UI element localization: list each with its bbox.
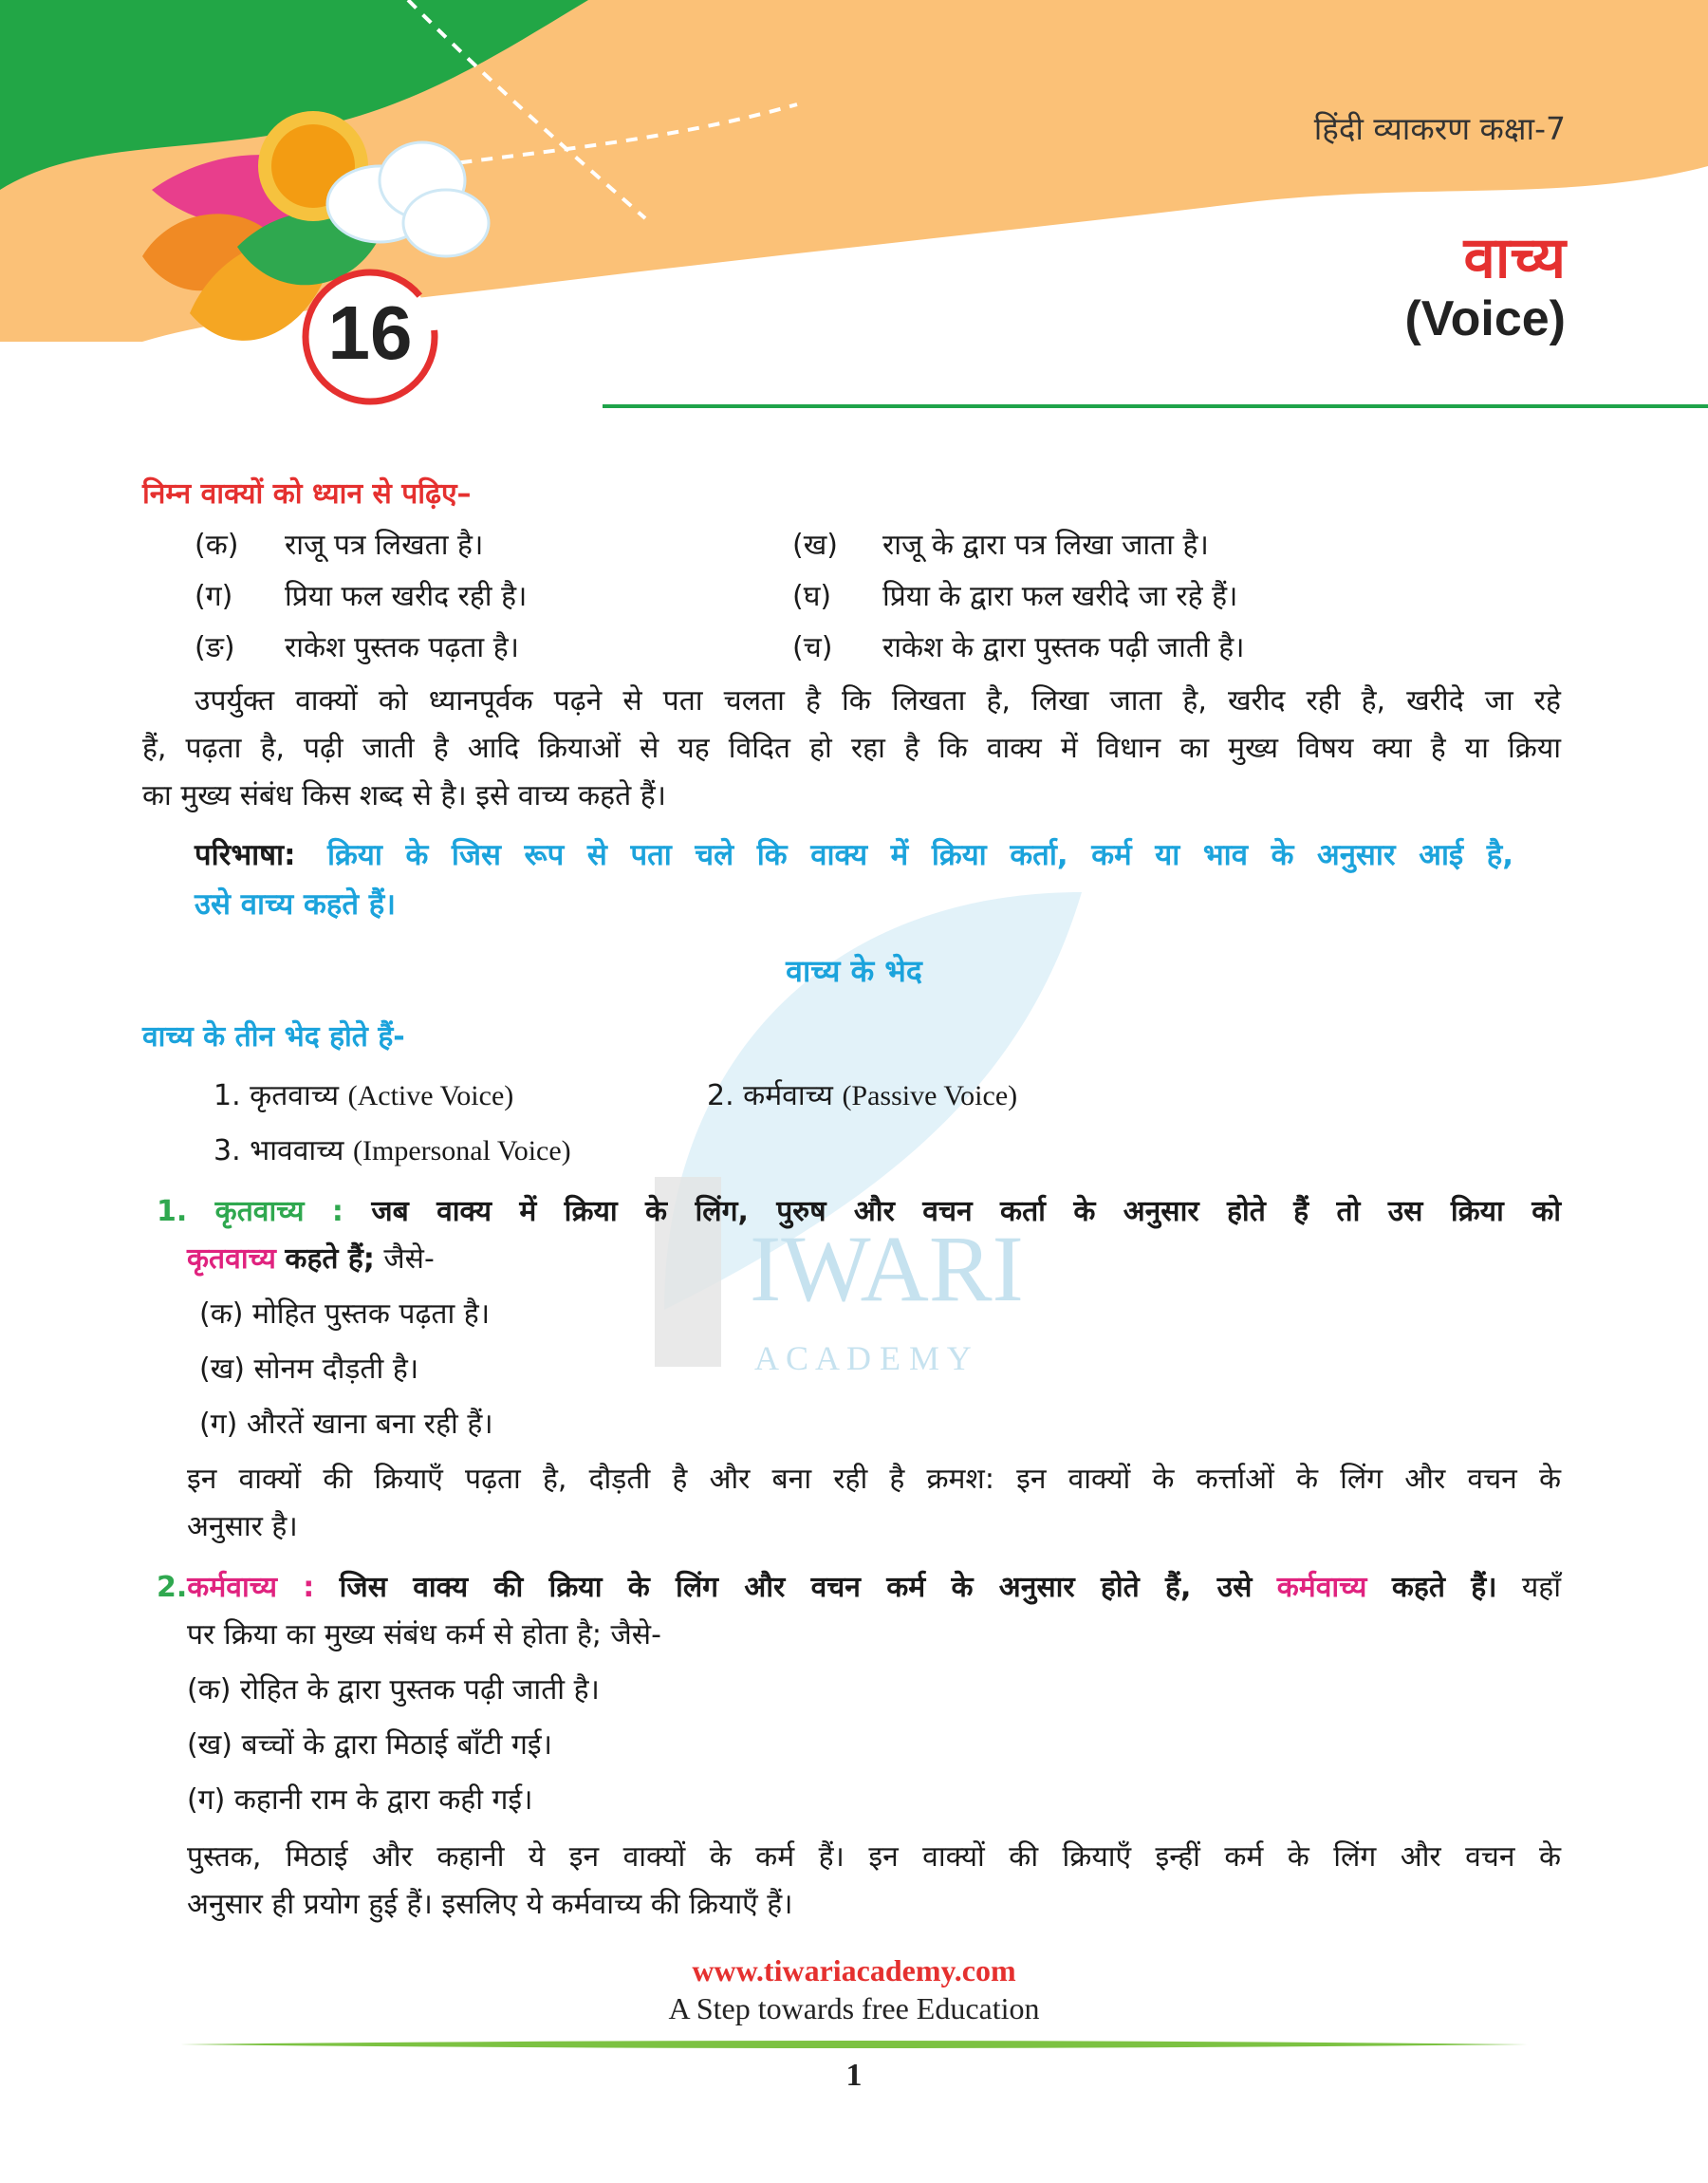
watermark-sub: A C A D E M Y: [754, 1339, 972, 1377]
footer-url[interactable]: www.tiwariacademy.com: [692, 1953, 1016, 1987]
book-title: हिंदी व्याकरण कक्षा-7: [1313, 110, 1566, 147]
passive-note-line: अनुसार ही प्रयोग हुई हैं। इसलिए ये कर्मवाच्य की क्रियाएँ हैं।: [187, 1888, 793, 1921]
example-text: रोहित के द्वारा पुस्तक पढ़ी जाती है।: [240, 1673, 600, 1707]
type-hindi: भाववाच्य: [250, 1134, 344, 1167]
type-num: 2.: [707, 1079, 734, 1112]
definition-label: परिभाषा:: [195, 838, 296, 872]
type-num: 3.: [214, 1134, 241, 1167]
intro-paragraph-line: उपर्युक्त वाक्यों को ध्यानपूर्वक पढ़ने से पता चलता है कि लिखता है, लिखा जाता है, खरीद रही है, खरीदे जा रहे: [195, 684, 1561, 718]
passive-example: [187, 1669, 600, 1712]
active-def-rest: जैसे-: [383, 1242, 435, 1276]
definition-line: उसे वाच्य कहते हैं।: [195, 887, 396, 922]
types-intro: वाच्य के तीन भेद होते हैं-: [142, 1020, 405, 1054]
active-def-bold: कहते हैं;: [285, 1242, 375, 1276]
example-marker: (ख): [792, 529, 838, 562]
passive-def-bold: जिस वाक्य की क्रिया के लिंग और वचन कर्म के अनुसार होते हैं, उसे: [339, 1571, 1253, 1604]
page-number: 1: [845, 2058, 863, 2093]
type-english: (Active Voice): [347, 1080, 514, 1111]
passive-term: कर्मवाच्य :: [187, 1571, 315, 1604]
type-english: (Passive Voice): [842, 1080, 1018, 1111]
example-text: औरतें खाना बना रही हैं।: [246, 1408, 493, 1441]
active-note-line: इन वाक्यों की क्रियाएँ पढ़ता है, दौड़ती है और बना रही है क्रमश: इन वाक्यों के कर्त्ताओं के लिंग और वचन के: [187, 1463, 1561, 1496]
example-text: मोहित पुस्तक पढ़ता है।: [252, 1297, 491, 1331]
active-note-line: अनुसार है।: [187, 1510, 298, 1543]
active-term-inline: कृतवाच्य: [187, 1242, 276, 1276]
passive-term-inline: कर्मवाच्य: [1276, 1571, 1367, 1604]
intro-paragraph-line: का मुख्य संबंध किस शब्द से है। इसे वाच्य कहते हैं।: [142, 779, 667, 812]
passive-note-line: पुस्तक, मिठाई और कहानी ये इन वाक्यों के कर्म हैं। इन वाक्यों की क्रियाएँ इन्हीं कर्म के लिंग और वचन के: [187, 1840, 1561, 1874]
passive-num: 2.: [157, 1571, 188, 1604]
example-marker: (ङ): [195, 631, 235, 664]
example-marker: (क): [195, 529, 239, 562]
example-marker: (क): [187, 1673, 232, 1707]
example-text: प्रिया के द्वारा फल खरीदे जा रहे हैं।: [882, 580, 1238, 613]
example-marker: (ख): [187, 1728, 232, 1762]
footer-divider: [180, 2041, 1528, 2048]
active-example: [199, 1348, 418, 1391]
passive-def-rest: यहाँ: [1521, 1571, 1561, 1604]
active-num: 1.: [157, 1195, 188, 1228]
example-text: राजू पत्र लिखता है।: [285, 529, 484, 562]
example-text: प्रिया फल खरीद रही है।: [285, 580, 528, 613]
chapter-title-hindi: वाच्य: [1463, 225, 1566, 291]
footer-tagline: A Step towards free Education: [668, 1991, 1040, 2025]
passive-definition-line1: [157, 1566, 1561, 1610]
example-marker: (घ): [792, 580, 832, 613]
example-marker: (क): [199, 1297, 244, 1331]
example-text: राकेश पुस्तक पढ़ता है।: [285, 631, 520, 664]
type-num: 1.: [214, 1079, 241, 1112]
example-text: बच्चों के द्वारा मिठाई बाँटी गई।: [241, 1728, 552, 1762]
chapter-number: 16: [327, 290, 413, 375]
type-hindi: कृतवाच्य: [250, 1079, 340, 1112]
active-def-text: जब वाक्य में क्रिया के लिंग, पुरुष और वचन कर्ता के अनुसार होते हैं तो उस क्रिया को: [371, 1195, 1562, 1228]
definition-line: क्रिया के जिस रूप से पता चले कि वाक्य में क्रिया कर्ता, कर्म या भाव के अनुसार आई है,: [327, 838, 1513, 872]
chapter-title-english: (Voice): [1404, 291, 1566, 346]
example-text: राकेश के द्वारा पुस्तक पढ़ी जाती है।: [882, 631, 1245, 664]
example-text: कहानी राम के द्वारा कही गई।: [233, 1783, 533, 1817]
type-hindi: कर्मवाच्य: [743, 1079, 833, 1112]
type-item-3: [214, 1129, 571, 1173]
example-marker: (ग): [195, 580, 233, 613]
passive-example: [187, 1724, 552, 1767]
type-item-2: [707, 1074, 1017, 1118]
intro-heading: निम्न वाक्यों को ध्यान से पढ़िए–: [142, 477, 472, 511]
active-definition-line1: [157, 1190, 1561, 1234]
active-example: [199, 1403, 493, 1446]
type-item-1: [214, 1074, 513, 1118]
example-text: सोनम दौड़ती है।: [253, 1353, 419, 1386]
example-marker: (ग): [199, 1408, 238, 1441]
passive-example: [187, 1779, 533, 1822]
example-marker: (ख): [199, 1353, 245, 1386]
example-marker: (ग): [187, 1783, 226, 1817]
example-text: राजू के द्वारा पत्र लिखा जाता है।: [882, 529, 1209, 562]
section-title: वाच्य के भेद: [786, 953, 922, 989]
intro-paragraph-line: हैं, पढ़ता है, पढ़ी जाती है आदि क्रियाओं से यह विदित हो रहा है कि वाक्य में विधान का मुख्य विषय क्या है या क्रिया: [142, 732, 1561, 765]
passive-def-bold2: कहते हैं।: [1391, 1571, 1497, 1604]
example-marker: (च): [792, 631, 833, 664]
active-example: [199, 1293, 490, 1336]
watermark-brand: IWARI: [750, 1216, 1024, 1321]
active-definition-line2: [187, 1238, 435, 1281]
type-english: (Impersonal Voice): [353, 1135, 571, 1166]
active-term: कृतवाच्य :: [214, 1195, 343, 1228]
passive-definition-line2: पर क्रिया का मुख्य संबंध कर्म से होता है; जैसे-: [187, 1618, 661, 1651]
